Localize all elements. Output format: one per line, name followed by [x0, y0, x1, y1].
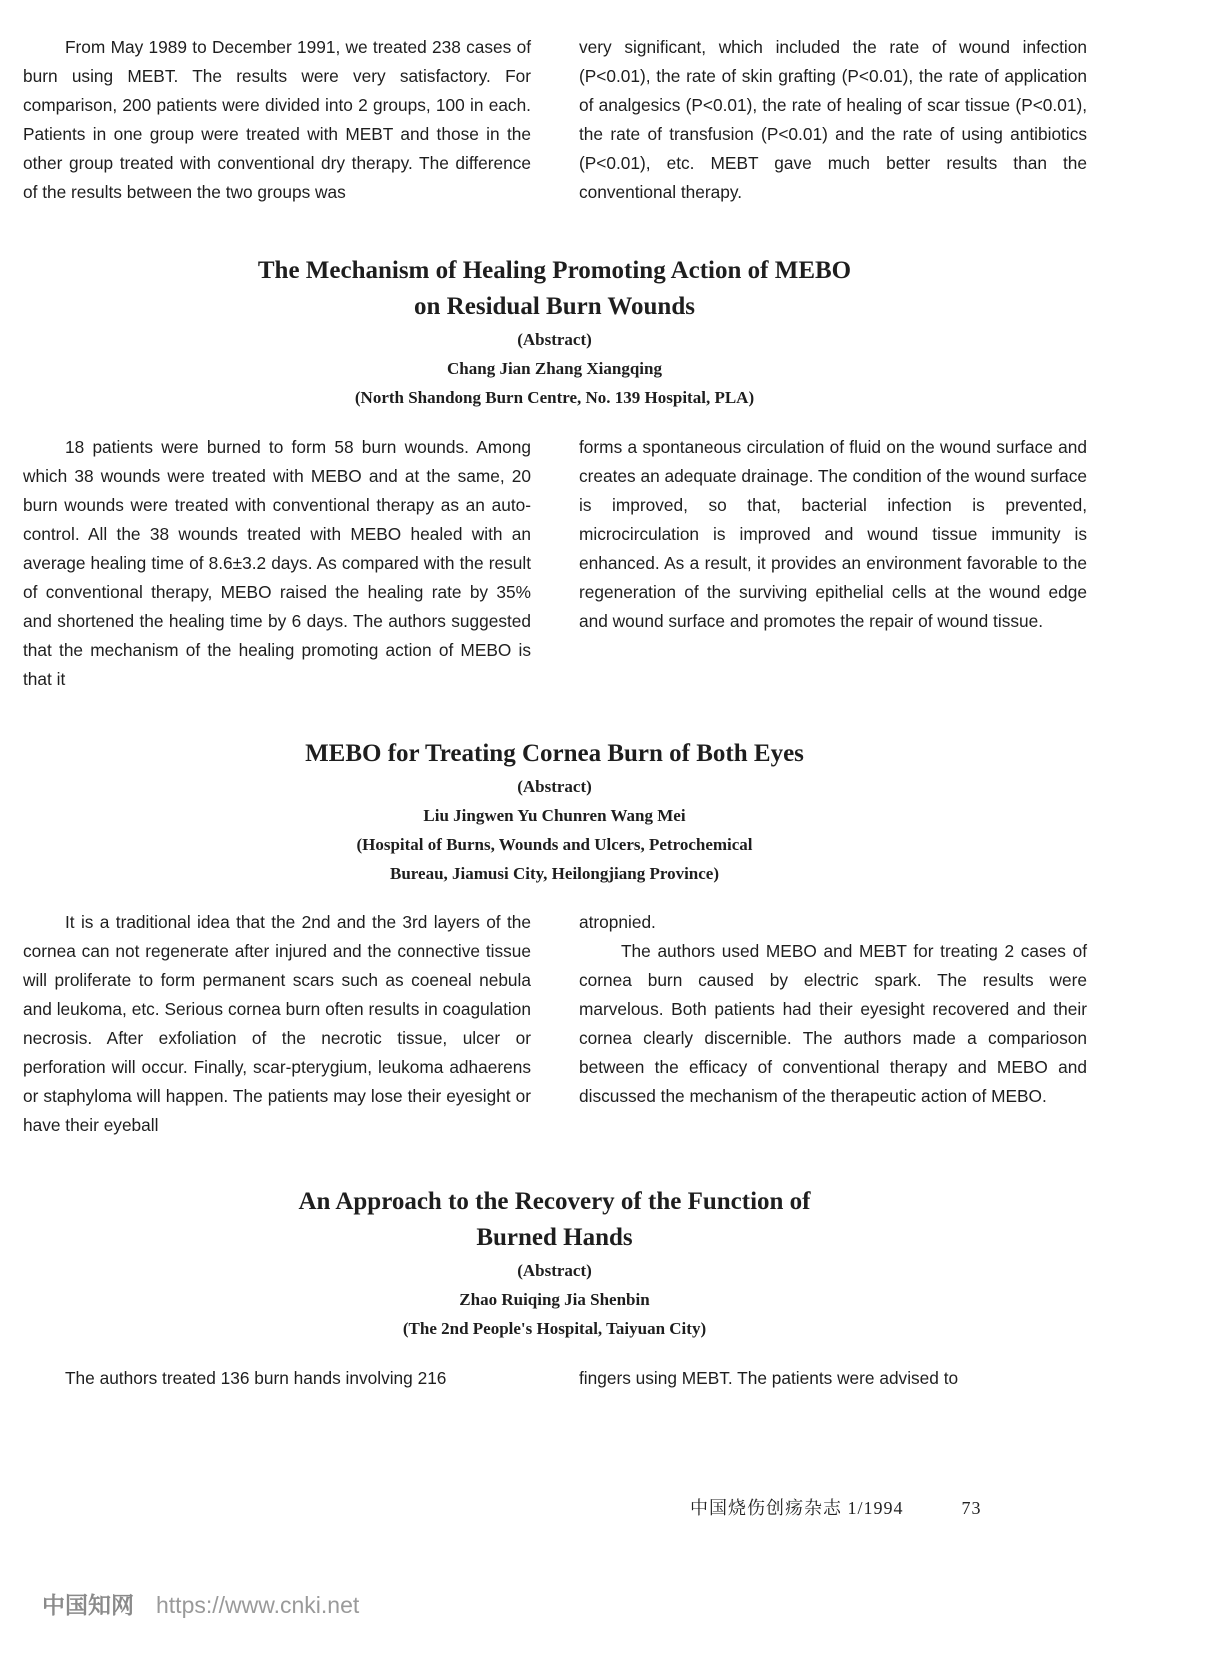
page-footer: [690, 1494, 982, 1520]
article2-left-column: [23, 908, 531, 1140]
article2-title: MEBO for Treating Cornea Burn of Both Eyes: [305, 740, 804, 767]
article3-title-line1: An Approach to the Recovery of the Function of: [298, 1188, 811, 1215]
article2-authors: Liu Jingwen Yu Chunren Wang Mei: [423, 806, 686, 825]
article1-title-line1: The Mechanism of Healing Promoting Action of MEBO: [257, 257, 852, 284]
article2-affiliation-line1: (Hospital of Burns, Wounds and Ulcers, Petrochemical: [356, 835, 753, 854]
article3-authors: Zhao Ruiqing Jia Shenbin: [459, 1290, 650, 1309]
article2-right-column: [579, 908, 1087, 1140]
article2-abstract-label: (Abstract): [517, 777, 592, 796]
article3-left-text: The authors treated 136 burn hands involving 216: [65, 1368, 447, 1388]
article2-right-text-1: atropnied.: [579, 912, 656, 932]
intro-left-column: [23, 33, 531, 207]
article1-left-text: 18 patients were burned to form 58 burn wounds. Among which 38 wounds were treated with MEBO and at the same, 20 burn wounds were treated with conventional therapy as an auto-control. All the 38 wounds treated with MEBO healed with an average healing time of 8.6±3.2 days. As compared with the result of conventional therapy, MEBO raised the healing rate by 35% and shortened the healing time by 6 days. The authors suggested that the mechanism of the healing promoting action of MEBO is that it: [23, 437, 531, 689]
article3-right-text: fingers using MEBT. The patients were advised to: [579, 1368, 959, 1388]
page-number: 73: [961, 1498, 982, 1518]
article2-header: [0, 736, 1109, 888]
intro-section: [23, 33, 1087, 207]
article1-right-column: [579, 433, 1087, 694]
article2-left-text: It is a traditional idea that the 2nd and the 3rd layers of the cornea can not regenerate after injured and the connective tissue will proliferate to form permanent scars such as coeneal nebula and leukoma, etc. Serious cornea burn often results in coagulation necrosis. After exfoliation of the necrotic tissue, ulcer or perforation will occur. Finally, scar-pterygium, leukoma adhaerens or staphyloma will happen. The patients may lose their eyesight or have their eyeball: [23, 912, 531, 1135]
article3-affiliation: (The 2nd People's Hospital, Taiyuan City): [402, 1319, 707, 1338]
article1-body: [23, 433, 1087, 694]
article3-body: [23, 1364, 1087, 1393]
article2-body: [23, 908, 1087, 1140]
article3-right-column: [579, 1364, 1087, 1393]
article2-affiliation-line2: Bureau, Jiamusi City, Heilongjiang Province): [390, 864, 719, 883]
article1-abstract-label: (Abstract): [517, 330, 592, 349]
watermark-url[interactable]: https://www.cnki.net: [156, 1592, 360, 1618]
article3-header: [0, 1184, 1109, 1343]
intro-right-text: very significant, which included the rate of wound infection (P<0.01), the rate of skin grafting (P<0.01), the rate of application of analgesics (P<0.01), the rate of healing of scar tissue (P<0.01), the rate of transfusion (P<0.01) and the rate of using antibiotics (P<0.01), etc. MEBT gave much better results than the conventional therapy.: [579, 37, 1087, 202]
journal-citation: 中国烧伤创疡杂志 1/1994: [690, 1498, 904, 1518]
article2-right-text-2: The authors used MEBO and MEBT for treating 2 cases of cornea burn caused by electric spark. The results were marvelous. Both patients had their eyesight recovered and their cornea clearly discernible. The authors made a comparioson between the efficacy of conventional therapy and MEBO and discussed the mechanism of the therapeutic action of MEBO.: [579, 941, 1087, 1106]
article1-header: [0, 253, 1109, 412]
intro-right-column: [579, 33, 1087, 207]
article3-abstract-label: (Abstract): [517, 1261, 592, 1280]
article3-left-column: [23, 1364, 531, 1393]
article1-left-column: [23, 433, 531, 694]
intro-left-text: From May 1989 to December 1991, we treated 238 cases of burn using MEBT. The results were very satisfactory. For comparison, 200 patients were divided into 2 groups, 100 in each. Patients in one group were treated with MEBT and those in the other group treated with conventional dry therapy. The difference of the results between the two groups was: [23, 37, 531, 202]
article1-authors: Chang Jian Zhang Xiangqing: [447, 359, 662, 378]
article1-right-text: forms a spontaneous circulation of fluid on the wound surface and creates an adequate drainage. The condition of the wound surface is improved, so that, bacterial infection is prevented, microcirculation is improved and wound tissue immunity is enhanced. As a result, it provides an environment favorable to the regeneration of the surviving epithelial cells at the wound edge and wound surface and promotes the repair of wound tissue.: [579, 437, 1087, 631]
cnki-watermark: [42, 1587, 359, 1620]
watermark-brand: 中国知网: [42, 1592, 134, 1618]
article3-title-line2: Burned Hands: [476, 1224, 633, 1251]
article1-title-line2: on Residual Burn Wounds: [414, 293, 695, 320]
article1-affiliation: (North Shandong Burn Centre, No. 139 Hospital, PLA): [354, 388, 755, 407]
